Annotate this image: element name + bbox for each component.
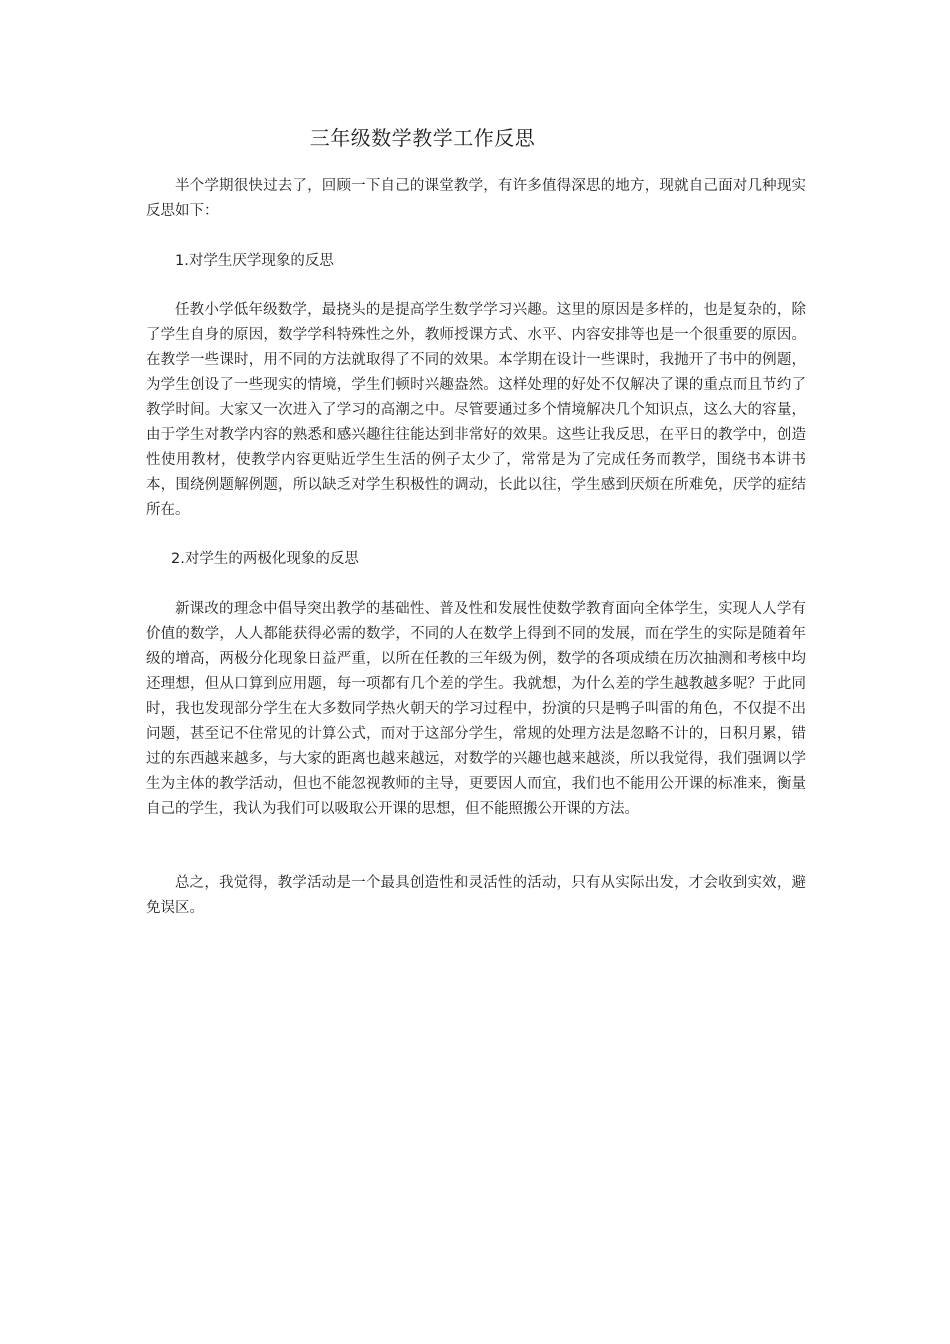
document-title: 三年级数学教学工作反思 [309, 126, 536, 150]
section-1-body: 任教小学低年级数学，最挠头的是提高学生数学学习兴趣。这里的原因是多样的，也是复杂的，除了学生自身的原因，数学学科特殊性之外，教师授课方式、水平、内容安排等也是一个很重要的原因。在教学一些课时，用不同的方法就取得了不同的效果。本学期在设计一些课时，我抛开了书中的例题，为学生创设了一些现实的情境，学生们顿时兴趣盎然。这样处理的好处不仅解决了课的重点而且节约了教学时间。大家又一次进入了学习的高潮之中。尽管要通过多个情境解决几个知识点，这么大的容量，由于学生对教学内容的熟悉和感兴趣往往能达到非常好的效果。这些让我反思，在平日的教学中，创造性使用教材，使教学内容更贴近学生生活的例子太少了，常常是为了完成任务而教学，围绕书本讲书本，围绕例题解例题，所以缺乏对学生积极性的调动，长此以往，学生感到厌烦在所难免，厌学的症结所在。 [146, 302, 806, 518]
intro-paragraph: 半个学期很快过去了，回顾一下自己的课堂教学，有许多值得深思的地方，现就自己面对几种现实反思如下： [146, 178, 806, 219]
section-1-heading [175, 249, 815, 274]
conclusion-paragraph: 总之，我觉得，教学活动是一个最具创造性和灵活性的活动，只有从实际出发，才会收到实效，避免误区。 [146, 875, 806, 916]
section-2-heading [171, 547, 811, 572]
section-2-number: 2. [171, 551, 185, 567]
section-2-title: 对学生的两极化现象的反思 [184, 551, 359, 567]
section-1-number: 1. [175, 253, 189, 269]
section-2-body: 新课改的理念中倡导突出教学的基础性、普及性和发展性使数学教育面向全体学生，实现人人学有价值的数学，人人都能获得必需的数学，不同的人在数学上得到不同的发展，而在学生的实际是随着年级的增高，两极分化现象日益严重，以所在任教的三年级为例，数学的各项成绩在历次抽测和考核中均还理想，但从口算到应用题，每一项都有几个差的学生。我就想，为什么差的学生越教越多呢？于此同时，我也发现部分学生在大多数同学热火朝天的学习过程中，扮演的只是鸭子叫雷的角色，不仅提不出问题，甚至记不住常见的计算公式，而对于这部分学生，常规的处理方法是忽略不计的，日积月累，错过的东西越来越多，与大家的距离也越来越远，对数学的兴趣也越来越淡，所以我觉得，我们强调以学生为主体的教学活动，但也不能忽视教师的主导，更要因人而宜，我们也不能用公开课的标准来，衡量自己的学生，我认为我们可以吸取公开课的思想，但不能照搬公开课的方法。 [146, 601, 806, 817]
section-1-title: 对学生厌学现象的反思 [188, 253, 334, 269]
